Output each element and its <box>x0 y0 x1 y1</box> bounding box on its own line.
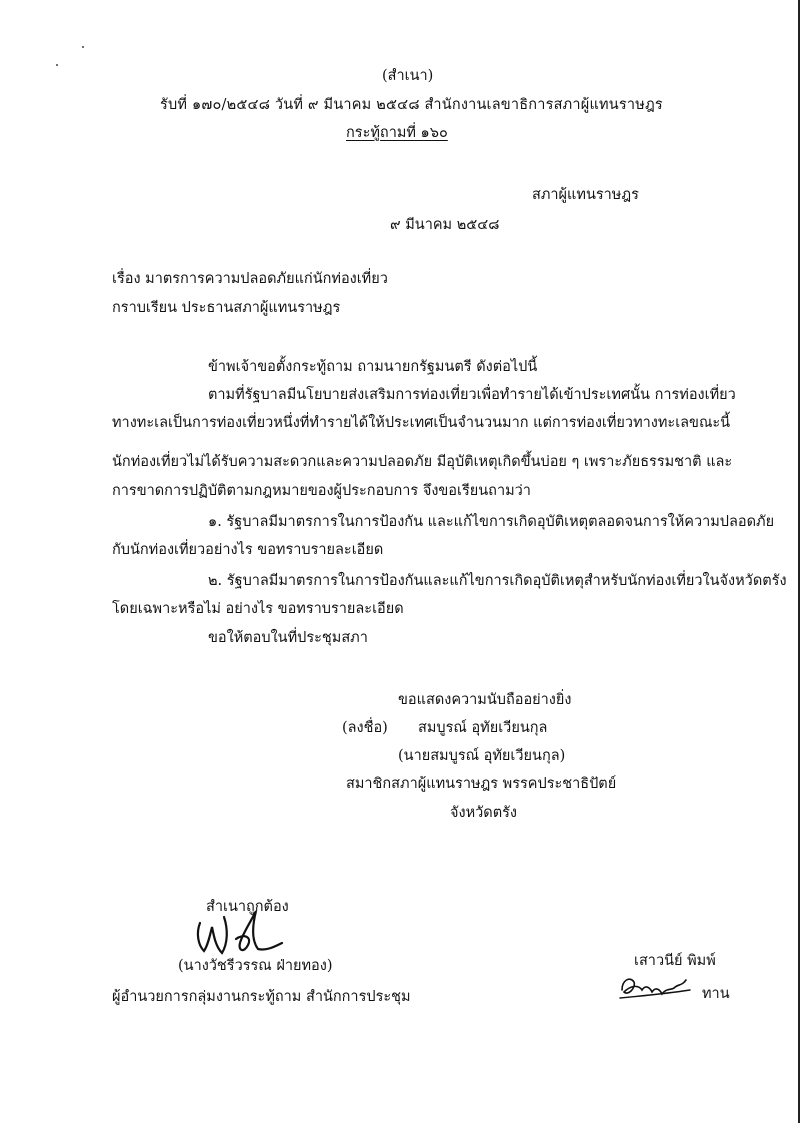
checked-label: ทาน <box>702 986 730 1002</box>
regards: ขอแสดงความนับถืออย่างยิ่ง <box>398 692 572 708</box>
question-1-line: ๑. รัฐบาลมีมาตรการในการป้องกัน และแก้ไขการเกิดอุบัติเหตุตลอดจนการให้ความปลอดภัย <box>208 514 775 530</box>
signer-position: สมาชิกสภาผู้แทนราษฎร พรรคประชาธิปัตย์ <box>346 776 617 792</box>
letter-date: ๙ มีนาคม ๒๕๔๘ <box>390 217 500 233</box>
question-number: กระทู้ถามที่ ๑๖๐ <box>346 125 448 141</box>
scan-speck <box>82 46 84 48</box>
certifier-handwritten-signature <box>178 893 290 963</box>
received-line: รับที่ ๑๗๐/๒๕๔๘ วันที่ ๙ มีนาคม ๒๕๔๘ สำนักงานเลขาธิการสภาผู้แทนราษฎร <box>160 97 663 113</box>
certifier-position: ผู้อำนวยการกลุ่มงานกระทู้ถาม สำนักการประชุม <box>112 989 411 1005</box>
signed-name: สมบูรณ์ อุทัยเวียนกุล <box>418 720 548 736</box>
body-paragraph-line: การขาดการปฏิบัติตามกฎหมายของผู้ประกอบการ จึงขอเรียนถามว่า <box>112 483 531 499</box>
sender: สภาผู้แทนราษฎร <box>532 187 639 203</box>
body-paragraph-line: ทางทะเลเป็นการท่องเที่ยวหนึ่งที่ทำรายได้ให้ประเทศเป็นจำนวนมาก แต่การท่องเที่ยวทางทะเลขณะนี้ <box>112 415 731 431</box>
signer-full-name: (นายสมบูรณ์ อุทัยเวียนกุล) <box>398 748 566 764</box>
body-intro: ข้าพเจ้าขอตั้งกระทู้ถาม ถามนายกรัฐมนตรี ดังต่อไปนี้ <box>208 359 538 375</box>
body-paragraph-line: นักท่องเที่ยวไม่ได้รับความสะดวกและความปลอดภัย มีอุบัติเหตุเกิดขึ้นบ่อย ๆ เพราะภัยธรรมชาติ และ <box>112 454 733 470</box>
typed-by: เสาวนีย์ พิมพ์ <box>634 953 716 969</box>
copy-label: (สำเนา) <box>382 68 434 84</box>
subject-line: เรื่อง มาตรการความปลอดภัยแก่นักท่องเที่ยว <box>112 271 388 287</box>
signed-label: (ลงชื่อ) <box>342 720 388 736</box>
question-2-line: ๒. รัฐบาลมีมาตรการในการป้องกันและแก้ไขการเกิดอุบัติเหตุสำหรับนักท่องเที่ยวในจังหวัดตรัง <box>208 573 787 589</box>
recipient-line: กราบเรียน ประธานสภาผู้แทนราษฎร <box>112 300 341 316</box>
signer-province: จังหวัดตรัง <box>450 805 517 821</box>
question-1-line: กับนักท่องเที่ยวอย่างไร ขอทราบรายละเอียด <box>112 542 384 558</box>
closing-request: ขอให้ตอบในที่ประชุมสภา <box>208 630 368 646</box>
checker-handwritten-signature <box>616 968 696 1004</box>
certifier-name: (นางวัชรีวรรณ ฝ่ายทอง) <box>178 958 333 974</box>
scan-speck <box>56 64 58 66</box>
certified-label: สำเนาถูกต้อง <box>206 899 289 915</box>
question-2-line: โดยเฉพาะหรือไม่ อย่างไร ขอทราบรายละเอียด <box>112 601 404 617</box>
body-paragraph-line: ตามที่รัฐบาลมีนโยบายส่งเสริมการท่องเที่ยวเพื่อทำรายได้เข้าประเทศนั้น การท่องเที่ยว <box>208 387 736 403</box>
